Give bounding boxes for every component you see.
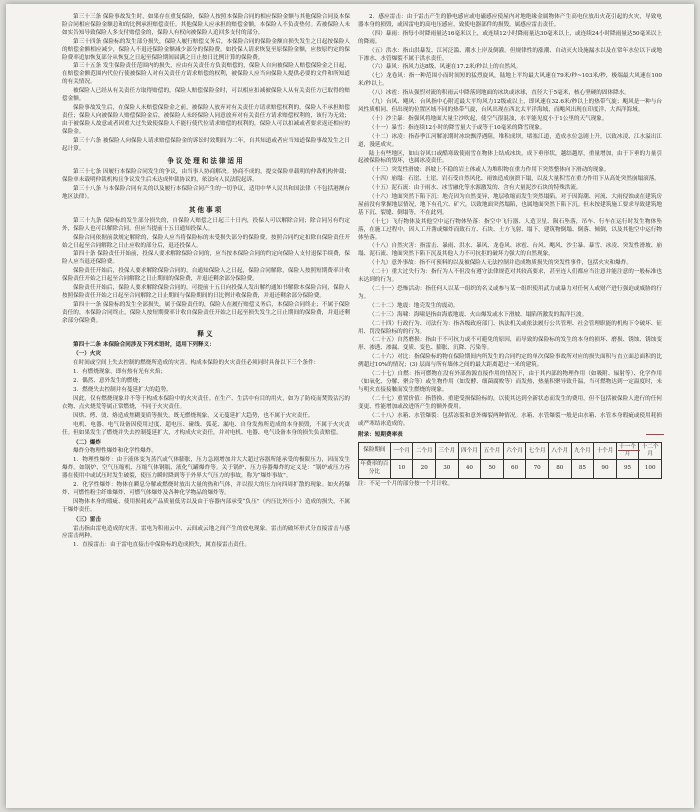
paragraph: （十八）自然灾害：指雷击、暴雨、洪水、暴风、龙卷风、冰雹、台风、飓风、沙尘暴、暴雪、冰凌、突发性滑坡、崩塌、泥石流、地面突然下陷下沉及其他人力不可抗拒的破坏力强大的自然现象。 <box>358 243 662 258</box>
rate-cell: 85 <box>571 460 594 479</box>
paragraph: 因物体本身的瑕疵、使用损耗或产品质量低劣以及由于容器内部承受“负压”（内压比外压小）造成的损失，不属于爆炸责任。 <box>62 498 350 513</box>
paragraph: 保险事故发生后，在保险人未赔偿保险金之前，被保险人放弃对有关责任方请求赔偿权利的，保险人不承担赔偿责任；保险人向被保险人赔偿保险金后，被保险人未经保险人同意放弃对有关责任方请求赔偿权利的，该行为无效；由于被保险人故意或者因重大过失致使保险人不能行使代位请求赔偿的权利的，保险人可以扣减或者要求返还相应的保险金。 <box>62 104 350 135</box>
paragraph: 爆炸分物理性爆炸和化学性爆炸。 <box>73 448 157 455</box>
paragraph: 1．物理性爆炸：由于液体变为蒸汽或气体膨胀，压力急剧增加并大大超过容器所能承受的极限压力，因而发生爆炸。如锅炉、空气压缩机、压缩气体钢瓶、液化气罐爆炸等。关于锅炉、压力容器爆炸的定义是：“锅炉或压力容器在使用中或试压时发生破裂，使压力瞬时降到等于外界大气压力的事故，称为“爆炸事故”。 <box>62 457 350 480</box>
period-cell: 二个月 <box>413 443 436 460</box>
right-column <box>358 14 662 489</box>
paragraph: 2．偶然、意外发生的燃烧； <box>73 378 144 385</box>
period-cell: 一个月 <box>390 443 413 460</box>
paragraph: 保险责任开始后，投保人要求解除保险合同的，自通知保险人之日起，保险合同解除，保险人按照短期费率计收保险责任开始之日起至合同解除之日止期间的保险费，并退还剩余部分保险费。 <box>62 268 350 283</box>
paragraph: （十三）突发性滑坡：斜坡上不稳的岩土体或人为堆积物在重力作用下突然整体向下滑动的现象。 <box>369 167 610 174</box>
explosion-heading: （二）爆炸 <box>73 439 101 446</box>
rate-cell: 90 <box>594 460 617 479</box>
period-cell: 六个月 <box>503 443 526 460</box>
paragraph: 被保险人已经从有关责任方取得赔偿的，保险人赔偿保险金时，可以相应扣减被保险人从有关责任方已取得的赔偿金额。 <box>62 88 350 103</box>
definitions-heading: 释义 <box>197 329 215 338</box>
period-cell: 十二个月 <box>639 443 662 460</box>
paragraph: 1．有燃烧现象，即有热有光有火焰； <box>73 369 167 376</box>
dispute-heading: 争议处理和法律适用 <box>167 157 245 166</box>
rate-cell: 30 <box>436 460 459 479</box>
paragraph: （二十三）海啸：海啸是指由海底地震、火山爆发或水下滑坡、塌陷所激发的海洋巨波。 <box>369 311 588 318</box>
rate-table-note: 注：不足一个月的部分按一个月计收。 <box>358 481 454 488</box>
rate-cell: 20 <box>413 460 436 479</box>
paragraph: （十九）意外事故：指不可预料的以及被保险人无法控制并造成物质损失的突发性事件，包括火灾和爆炸。 <box>369 260 632 267</box>
period-cell: 三个月 <box>436 443 459 460</box>
red-pen-mark <box>618 450 640 451</box>
definitions-continued <box>358 14 662 428</box>
paragraph: 保险合同依据前款规定解除的，保险人应当将保险标的未受损失部分的保险费，按照合同约定扣除自保险责任开始之日起至合同解除之日止应收的部分后，退还投保人。 <box>62 234 350 249</box>
paragraph: （十五）泥石流：由于雨水、冰雪融化等水源激发的、含有大量泥沙石块的特殊洪流。 <box>369 185 582 192</box>
paragraph: 在时间或空间上失去控制的燃烧所造成的灾害。构成本保险的火灾责任必须同时具备以下三个条件： <box>73 360 320 367</box>
paragraph: 第四十条 保险责任开始前，投保人要求解除保险合同的，应当按本保险合同的约定向保险人支付退保手续费，保险人应当退还保险费。 <box>62 251 350 266</box>
paragraph: （八）冰雹：指从强烈对流的积雨云中降落到地面的冰块或冰球，直径大于5毫米，核心坚硬的固体降水。 <box>369 90 630 97</box>
rate-cell: 80 <box>548 460 571 479</box>
paragraph: （二十五）自然磨损：指由于不可抗力或不可避免的原因，而导致的保险标的发生的本身的损坏、磨损、锈蚀、锈蚀变形、渗透、渗漏、变质、变色、膨胀、沉降、污染等。 <box>358 337 662 352</box>
fire-section <box>62 360 350 437</box>
paragraph: （二十六）对比：指保险标的物在保险期间内所发生的合同约定的单次保险事故所对应的损失面积与直立面总面积的比例超过10%的情况；(3) 层面与所有墙体之间的最大距离超过一米的建筑。 <box>358 354 662 369</box>
period-cell: 十个月 <box>594 443 617 460</box>
period-cell: 四个月 <box>458 443 481 460</box>
left-column <box>62 14 350 551</box>
short-term-rate-table <box>358 442 662 479</box>
rate-cell: 50 <box>481 460 504 479</box>
period-cell: 八个月 <box>548 443 571 460</box>
paragraph: （二十七）自燃：指可燃物在没有外部热源直接作用的情况下，由于其内部的物理作用（如吸附、辐射等）、化学作用（如氧化、分解、聚合等）或生物作用（如发酵、细菌腐败等）而发热，热量积聚导致升温，当可燃物达到一定温度时，未与明火直接接触而发生燃烧的现象。 <box>358 371 662 393</box>
rate-cell: 100 <box>639 460 662 479</box>
period-cell: 五个月 <box>481 443 504 460</box>
rate-cell: 60 <box>503 460 526 479</box>
table-row <box>359 443 662 460</box>
fire-heading: （一）火灾 <box>73 351 101 358</box>
paragraph: 2．化学性爆炸：物体在瞬息分解或燃烧时放出大量的热和气体，并以很大的压力向四周扩散的现象。如火药爆炸、可燃性粉尘纤维爆炸、可燃气体爆炸及各种化学物品的爆炸等。 <box>62 482 350 496</box>
paragraph: 电机、电器、电气设备因使用过度、超电压、碰线、弧花、漏电、自身发热所造成的本身损毁，不属于火灾责任。但如果发生了燃烧并失去控制蔓延扩大，才构成火灾责任，并对电机、电器、电气设备本身的损失负责赔偿。 <box>62 421 350 436</box>
paragraph: 第三十三条 保险事故发生时，如果存在重复保险，保险人按照本保险合同的相应保险金额与其他保险合同及本保险合同相应保险金额总和的比例承担赔偿责任。其他保险人应承担的赔偿金额，本保险人不负责垫付。若被保险人未如实告知导致保险人多支付赔偿金的，保险人有权向被保险人追回多支付的部分。 <box>62 14 350 36</box>
paragraph: 雷击指由雷电造成的灾害。雷电为积雨云中、云间或云地之间产生的放电现象。雷击的破坏形式分直接雷击与感应雷击两种。 <box>62 525 350 540</box>
other-matters-heading: 其他事项 <box>188 205 224 214</box>
paragraph: 1．直接雷击：由于雷电直接击中保险标的造成损失，属直接雷击责任。 <box>73 542 250 549</box>
paragraph: （四）暴雨：指每小时降雨量达16毫米以上，或连续12小时降雨量达30毫米以上，或连续24小时降雨量达50毫米以上的降雨。 <box>358 30 662 45</box>
paragraph: 第四十一条 保险标的发生全部损失，属于保险责任的，保险人在履行赔偿义务后，本保险合同终止；不属于保险责任的，本保险合同终止，保险人按短期费率计收自保险责任开始之日起至损失发生之日止期间的保险费，并退还剩余部分保险费。 <box>62 301 350 324</box>
paragraph: 第三十九条 保险标的发生部分损失的，自保险人赔偿之日起三十日内，投保人可以解除合同；除合同另有约定外，保险人也可以解除合同，但应当提前十五日通知投保人。 <box>62 217 350 232</box>
paragraph: （七）龙卷风：指一种范围小而时间短的猛烈旋风，陆地上平均最大风速在79米/秒~103米/秒，极端最大风速在100米/秒以上。 <box>358 73 662 88</box>
rate-cell: 40 <box>458 460 481 479</box>
period-cell: 十一个月 <box>616 443 639 460</box>
paragraph: （二十八）水箱、水管爆裂：包括冻裂和意外爆裂两种情况。水箱、水管爆裂一般是由水箱、水管本身瑕疵或使用耗损或严寒结冰造成的。 <box>358 412 662 427</box>
paragraph: 第三十八条 与本保险合同有关的以及履行本保险合同产生的一切争议，适用中华人民共和国法律（不包括港澳台地区法律）。 <box>62 186 350 201</box>
paragraph: （十）沙尘暴：指强风将地面大量尘沙吹起，使空气很混浊，水平能见度小于1公里的天气现象。 <box>369 115 608 122</box>
lightning-section <box>62 526 350 551</box>
rate-cell: 10 <box>390 460 413 479</box>
definitions-intro: 第四十二条 本保险合同涉及下列术语时，适用下列释义： <box>73 341 215 348</box>
paragraph: （五）洪水：指山洪暴发、江河泛滥、潮水上岸及倒灌。但规律性的涨潮、自动灭火设施漏水以及在常年水位以下或地下渗水、水管爆裂不属于洪水责任。 <box>358 47 662 62</box>
rate-table-title: 附录：短期费率表 <box>358 432 403 439</box>
paragraph: 第三十六条 被保险人向保险人请求赔偿保险金的诉讼时效期间为二年，自其知道或者应当知道保险事故发生之日起计算。 <box>62 137 350 152</box>
paragraph: （六）暴风：指风力达8级、风速在17.2米/秒以上的自然风。 <box>369 64 522 71</box>
paragraph: （九）台风、飓风：台风指中心附近最大平均风力12级或以上，即风速在32.6米/秒以上的热带气旋；飓风是一种与台风性质相同、但出现的位置区域不同的热带气旋，台风出现在西北太平洋海域，而飓风出现在印度洋、大西洋海域。 <box>358 99 662 113</box>
rate-label-cell: 年费率的百分比 <box>359 460 391 479</box>
explosion-section <box>62 448 350 514</box>
paragraph: （十四）崩塌：石崖、土崖、岩石受自然风化、雨蚀造成崩溃下塌，以及大量积雪在重力作用下从高处突然崩塌滚落。 <box>369 176 660 183</box>
paragraph: （二十七）重置价值：指替换、重建受损保险标的，以使其达到全新状态而发生的费用，但不包括被保险人进行的任何变更、性能增加或改进所产生的额外费用。 <box>358 395 662 410</box>
paragraph: 3．燃烧失去控制并有蔓延扩大的趋势。 <box>73 387 172 394</box>
red-pen-mark <box>646 434 664 435</box>
paragraph: （二十四）行政行为、司法行为：指各级政府部门、执法机关或依法履行公共管理、社会管理职能的机构下令破坏、征用、罚没保险标的的行为。 <box>358 320 662 335</box>
paragraph: 第三十四条 保险标的发生部分损失，保险人履行赔偿义务后，本保险合同的保险金额自损失发生之日起按保险人的赔偿金额相应减少，保险人不退还保险金额减少部分的保险费。如投保人请求恢复至原保险金额，应按原约定的保险费率追加恢复部分从恢复之日起至保险期间届满之日止按日比例计算的保险费。 <box>62 38 350 61</box>
paragraph: 因烘、烤、烫、烙造成焦糊变质等损失，既无燃烧现象，又无蔓延扩大趋势，也不属于火灾责任。 <box>73 412 314 419</box>
paragraph: （十一）暴雪：指连续12小时的降雪量大于或等于10毫米的降雪现象。 <box>369 124 546 131</box>
period-cell: 九个月 <box>571 443 594 460</box>
other-matters-section <box>62 218 350 326</box>
paragraph: （二十二）地震：地壳发生的震动。 <box>369 302 459 309</box>
rate-cell: 95 <box>616 460 639 479</box>
period-cell: 七个月 <box>526 443 549 460</box>
table-row <box>359 460 662 479</box>
paragraph: （十六）地面突然下陷下沉：地壳因为自然变异，地层收缩而发生突然塌陷。对于因海潮、河流、大雨侵蚀或在建筑房屋前没有掌握地层情况，地下有孔穴、矿穴，以致地面突然塌陷，也属地面突然下陷下沉。但未按建筑施工要求导致建筑地基下沉、裂缝、倒塌等，不在此列。 <box>358 194 662 216</box>
paragraph: 第三十五条 发生保险责任范围内的损失，应由有关责任方负责赔偿的，保险人自向被保险人赔偿保险金之日起，在赔偿金额范围内代位行使被保险人对有关责任方请求赔偿的权利，被保险人应当向保险人提供必要的文件和所知道的有关情况。 <box>62 63 350 86</box>
period-label-cell: 保险期间 <box>359 443 391 460</box>
paragraph: （十七）飞行物体及其他空中运行物体坠落：指空中飞行器、人造卫星、陨石坠落，吊车、行车在运行时发生物体坠落，在施工过程中，因人工开凿或爆炸而致石方、石块、土方飞射、塌下，建筑物倒塌、倒落、倾倒，以及其他空中运行物体坠落。 <box>358 218 662 241</box>
lightning-heading: （三）雷击 <box>73 516 101 523</box>
paragraph: 第三十七条 因履行本保险合同发生的争议，由当事人协商解决。协商不成的，提交保险单载明的仲裁机构仲裁；保险单未载明仲裁机构且争议发生后未达成仲裁协议的，依法向人民法院起诉。 <box>62 169 350 184</box>
paragraph: （二十一）恐怖活动：指任何人以某一组织的名义或参与某一组织使用武力或暴力对任何人或财产进行强迫或威胁的行为。 <box>358 286 662 300</box>
paragraph: 陆上有些地区，如山谷风口或酷寒致使雨雪在物体上结成冰块，成下垂形状，越结越厚，重量增加，由于下垂的力量引起被保险标的毁坏，也属冰凌责任。 <box>358 150 662 165</box>
paragraph: （十二）冰凌：指春季江河解冻期时冰块飘浮遇阻，堆积成坝，堵塞江道，造成水位急剧上升，以致冰凌、江水溢出江道，漫延成灾。 <box>358 133 662 148</box>
paragraph: 保险责任开始后，保险人要求解除保险合同的，可提前十五日向投保人发出解约通知书解除本保险合同，保险人按照保险责任开始之日起至合同解除之日止期间与保险期间的日比例计收保险费，并退还剩余部分保险费。 <box>62 285 350 299</box>
rate-cell: 70 <box>526 460 549 479</box>
dispute-section <box>62 169 350 202</box>
claims-section <box>62 14 350 153</box>
document-page <box>6 4 694 808</box>
paragraph: （二十）重大过失行为：指行为人不但没有遵守法律规范对其较高要求，甚至连人们都应当注意并能注意的一般标准也未达到的行为。 <box>358 269 662 284</box>
paragraph: 因此，仅有燃烧现象并不等于构成本保险中的火灾责任。在生产、生活中有目的用火，如为了防疫而焚毁沾污的衣物、点火烧荒等属正常燃烧，不同于火灾责任。 <box>62 395 350 410</box>
paragraph: 2．感应雷击：由于雷击产生的静电感应或电磁感应使屋内对地绝缘金属物体产生高电位放出火花引起的火灾，导致电器本身的损毁，或因雷电的高电压感应，致使电器部件的损毁，属感应雷击责任。 <box>358 14 662 28</box>
